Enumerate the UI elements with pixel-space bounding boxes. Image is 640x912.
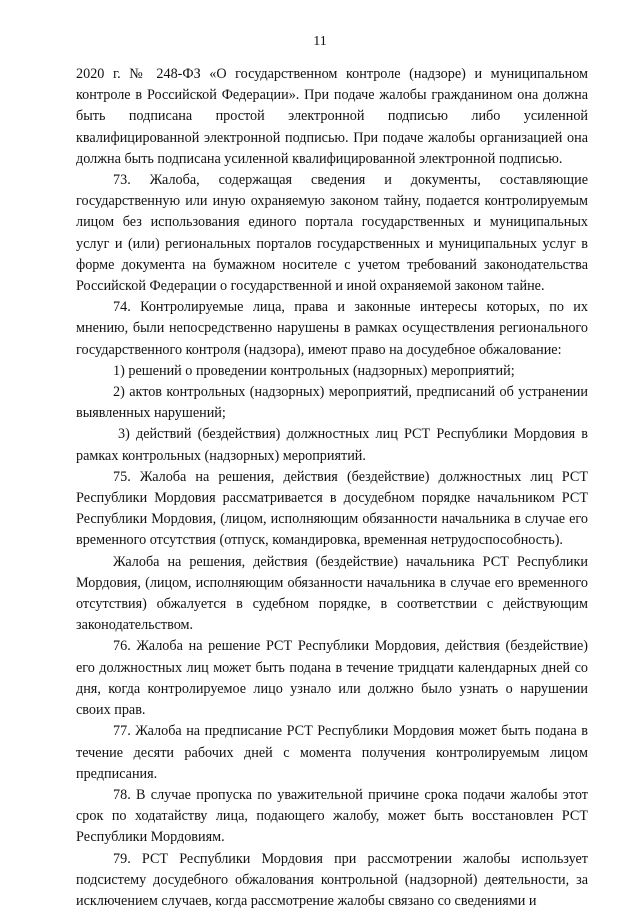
paragraph-74: 74. Контролируемые лица, права и законные интересы которых, по их мнению, были непосредственно нарушены в рамках осуществления регионального государственного контроля (надзора), имеют право на досудебное обжалование: <box>76 299 588 358</box>
paragraph-75: 75. Жалоба на решения, действия (бездействие) должностных лиц РСТ Республики Мордовия рассматривается в досудебном порядке начальником РСТ Республики Мордовия, (лицом, исполняющим обязанности начальника в случае его временного отсутствия (отпуск, командировка, временная нетрудоспособность). <box>76 468 588 549</box>
paragraph-76: 76. Жалоба на решение РСТ Республики Мордовия, действия (бездействие) его должностных лиц может быть подана в течение тридцати календарных дней со дня, когда контролируемое лицо узнало или должно было узнать о нарушении своих прав. <box>76 638 588 719</box>
document-body <box>76 64 588 912</box>
paragraph-74-item-2: 2) актов контрольных (надзорных) мероприятий, предписаний об устранении выявленных нарушений; <box>76 384 588 422</box>
paragraph-78: 78. В случае пропуска по уважительной причине срока подачи жалобы этот срок по ходатайству лица, подающего жалобу, может быть восстановлен РСТ Республики Мордовиям. <box>76 786 588 846</box>
paragraph-74-item-1: 1) решений о проведении контрольных (надзорных) мероприятий; <box>113 362 515 379</box>
paragraph-77: 77. Жалоба на предписание РСТ Республики Мордовия может быть подана в течение десяти рабочих дней с момента получения контролируемым лицом предписания. <box>76 723 588 782</box>
paragraph-79: 79. РСТ Республики Мордовия при рассмотрении жалобы использует подсистему досудебного обжалования контрольной (надзорной) деятельности, за исключением случаев, когда рассмотрение жалобы связано со сведениями и <box>76 850 588 909</box>
page-number: 11 <box>313 34 327 49</box>
paragraph-73: 73. Жалоба, содержащая сведения и документы, составляющие государственную или иную охраняемую законом тайну, подается контролируемым лицом без использования единого портала государственных и муниципальных услуг и (или) региональных порталов государственных и муниципальных услуг в форме документа на бумажном носителе с учетом требований законодательства Российской Федерации о государственной и иной охраняемой законом тайне. <box>76 172 588 295</box>
paragraph-continuation: 2020 г. № 248-ФЗ «О государственном контроле (надзоре) и муниципальном контроле в Российской Федерации». При подаче жалобы гражданином она должна быть подписана простой электронной подписью либо усиленной квалифицированной электронной подписью. При подаче жалобы организацией она должна быть подписана усиленной квалифицированной электронной подписью. <box>76 66 588 167</box>
paragraph-75-appeal: Жалоба на решения, действия (бездействие) начальника РСТ Республики Мордовия, (лицом, исполняющим обязанности начальника в случае его временного отсутствия) обжалуется в судебном порядке, в соответствии с действующим законодательством. <box>76 553 588 634</box>
paragraph-74-item-3: 3) действий (бездействия) должностных лиц РСТ Республики Мордовия в рамках контрольных (надзорных) мероприятий. <box>76 426 588 464</box>
